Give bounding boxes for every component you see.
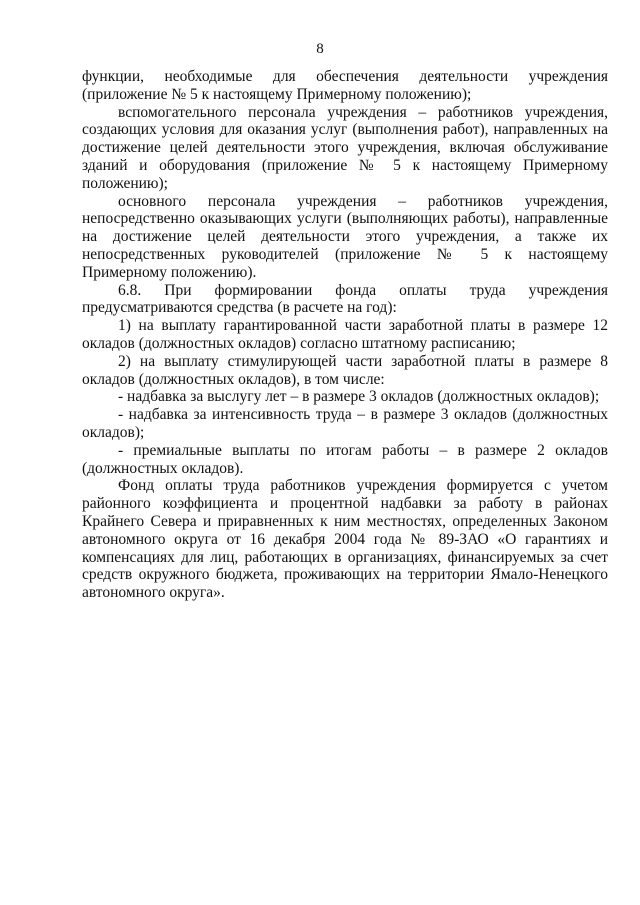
list-item-guaranteed-pay: 1) на выплату гарантированной части заработной платы в размере 12 окладов (должностных окладов) согласно штатному расписанию; — [82, 317, 608, 352]
paragraph-auxiliary-staff: вспомогательного персонала учреждения – работников учреждения, создающих условия для оказания услуг (выполнения работ), направленных на достижение целей деятельности этого учреждения, включая обслуживание зданий и оборудования (приложение № 5 к настоящему Примерному положению); — [82, 103, 608, 192]
list-item-seniority-bonus: - надбавка за выслугу лет – в размере 3 окладов (должностных окладов); — [118, 388, 600, 406]
list-item-intensity-bonus: - надбавка за интенсивность труда – в размере 3 окладов (должностных окладов); — [82, 406, 608, 441]
document-body — [82, 68, 608, 602]
page-number: 8 — [316, 41, 324, 57]
list-item-performance-bonus: - премиальные выплаты по итогам работы – в размере 2 окладов (должностных окладов). — [82, 441, 608, 477]
paragraph-payroll-fund: Фонд оплаты труда работников учреждения формируется с учетом районного коэффициента и процентной надбавки за работу в районах Крайнего Севера и приравненных к ним местностях, определенных Законом автономного округа от 16 декабря 2004 года № 89-ЗАО «О гарантиях и компенсациях для лиц, работающих в организациях, финансируемых за счет средств окружного бюджета, проживающих на территории Ямало-Ненецкого автономного округа». — [82, 477, 608, 602]
paragraph-main-staff: основного персонала учреждения – работников учреждения, непосредственно оказывающих услуги (выполняющих работы), направленные на достижение целей деятельности этого учреждения, а также их непосредственных руководителей (приложение № 5 к настоящему Примерному положению). — [82, 192, 608, 281]
list-item-incentive-pay: 2) на выплату стимулирующей части заработной платы в размере 8 окладов (должностных окладов), в том числе: — [82, 352, 608, 388]
paragraph-functions: функции, необходимые для обеспечения деятельности учреждения (приложение № 5 к настоящему Примерному положению); — [82, 68, 608, 103]
paragraph-section-6-8: 6.8. При формировании фонда оплаты труда учреждения предусматриваются средства (в расчете на год): — [82, 281, 608, 317]
